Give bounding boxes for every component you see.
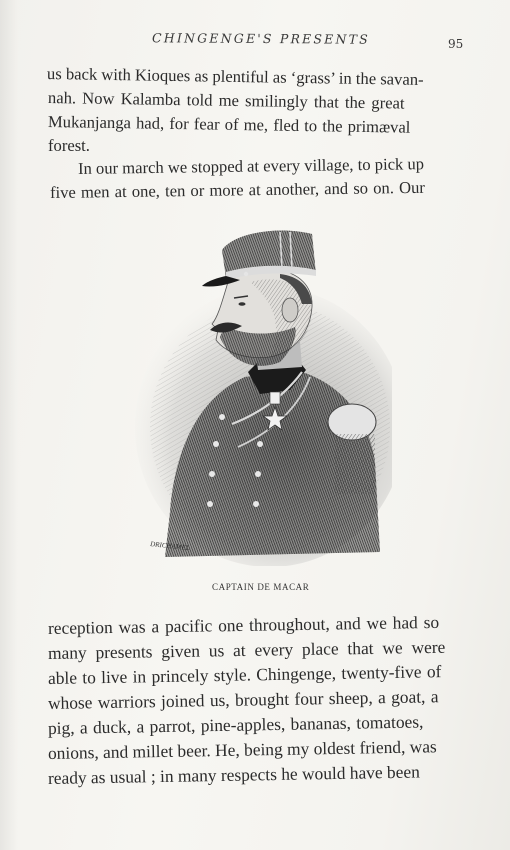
- text-line: whose warriors joined us, brought four sheep, a goat, a: [47, 686, 439, 713]
- running-head: CHINGENGE'S PRESENTS: [151, 30, 371, 47]
- text-line: nah. Now Kalamba told me smilingly that the great: [47, 88, 405, 113]
- text-line: pig, a duck, a parrot, pine-apples, bananas, tomatoes,: [47, 711, 424, 738]
- illustration-caption: CAPTAIN DE MACAR: [212, 582, 310, 592]
- page-gutter-shadow: [0, 0, 18, 850]
- eye: [239, 302, 246, 306]
- text-line: In our march we stopped at every village, to pick up: [77, 154, 425, 178]
- text-line: many presents given us at every place that we were: [47, 636, 446, 663]
- text-line: onions, and millet beer. He, being my oldest friend, was: [47, 736, 437, 763]
- ear: [282, 298, 298, 322]
- text-line: reception was a pacific one throughout, and we had so: [47, 611, 440, 638]
- text-line: able to live in princely style. Chingenge, twenty-five of: [47, 661, 442, 688]
- epaulette-fringe: [335, 434, 375, 494]
- engraver-signature: DRICHAMEL: [149, 540, 191, 553]
- cap-button: [244, 272, 248, 276]
- page-number: 95: [448, 37, 464, 51]
- text-line: forest.: [48, 136, 90, 155]
- text-line: Mukanjanga had, for fear of me, fled to the primæval: [47, 112, 411, 137]
- text-line: ready as usual ; in many respects he would have been: [47, 761, 420, 788]
- text-line: us back with Kioques as plentiful as ‘grass’ in the savan-: [46, 64, 424, 89]
- medal-ribbon: [270, 392, 280, 404]
- text-line: five men at one, ten or more at another, and so on. Our: [49, 177, 425, 202]
- portrait-engraving: [130, 212, 392, 566]
